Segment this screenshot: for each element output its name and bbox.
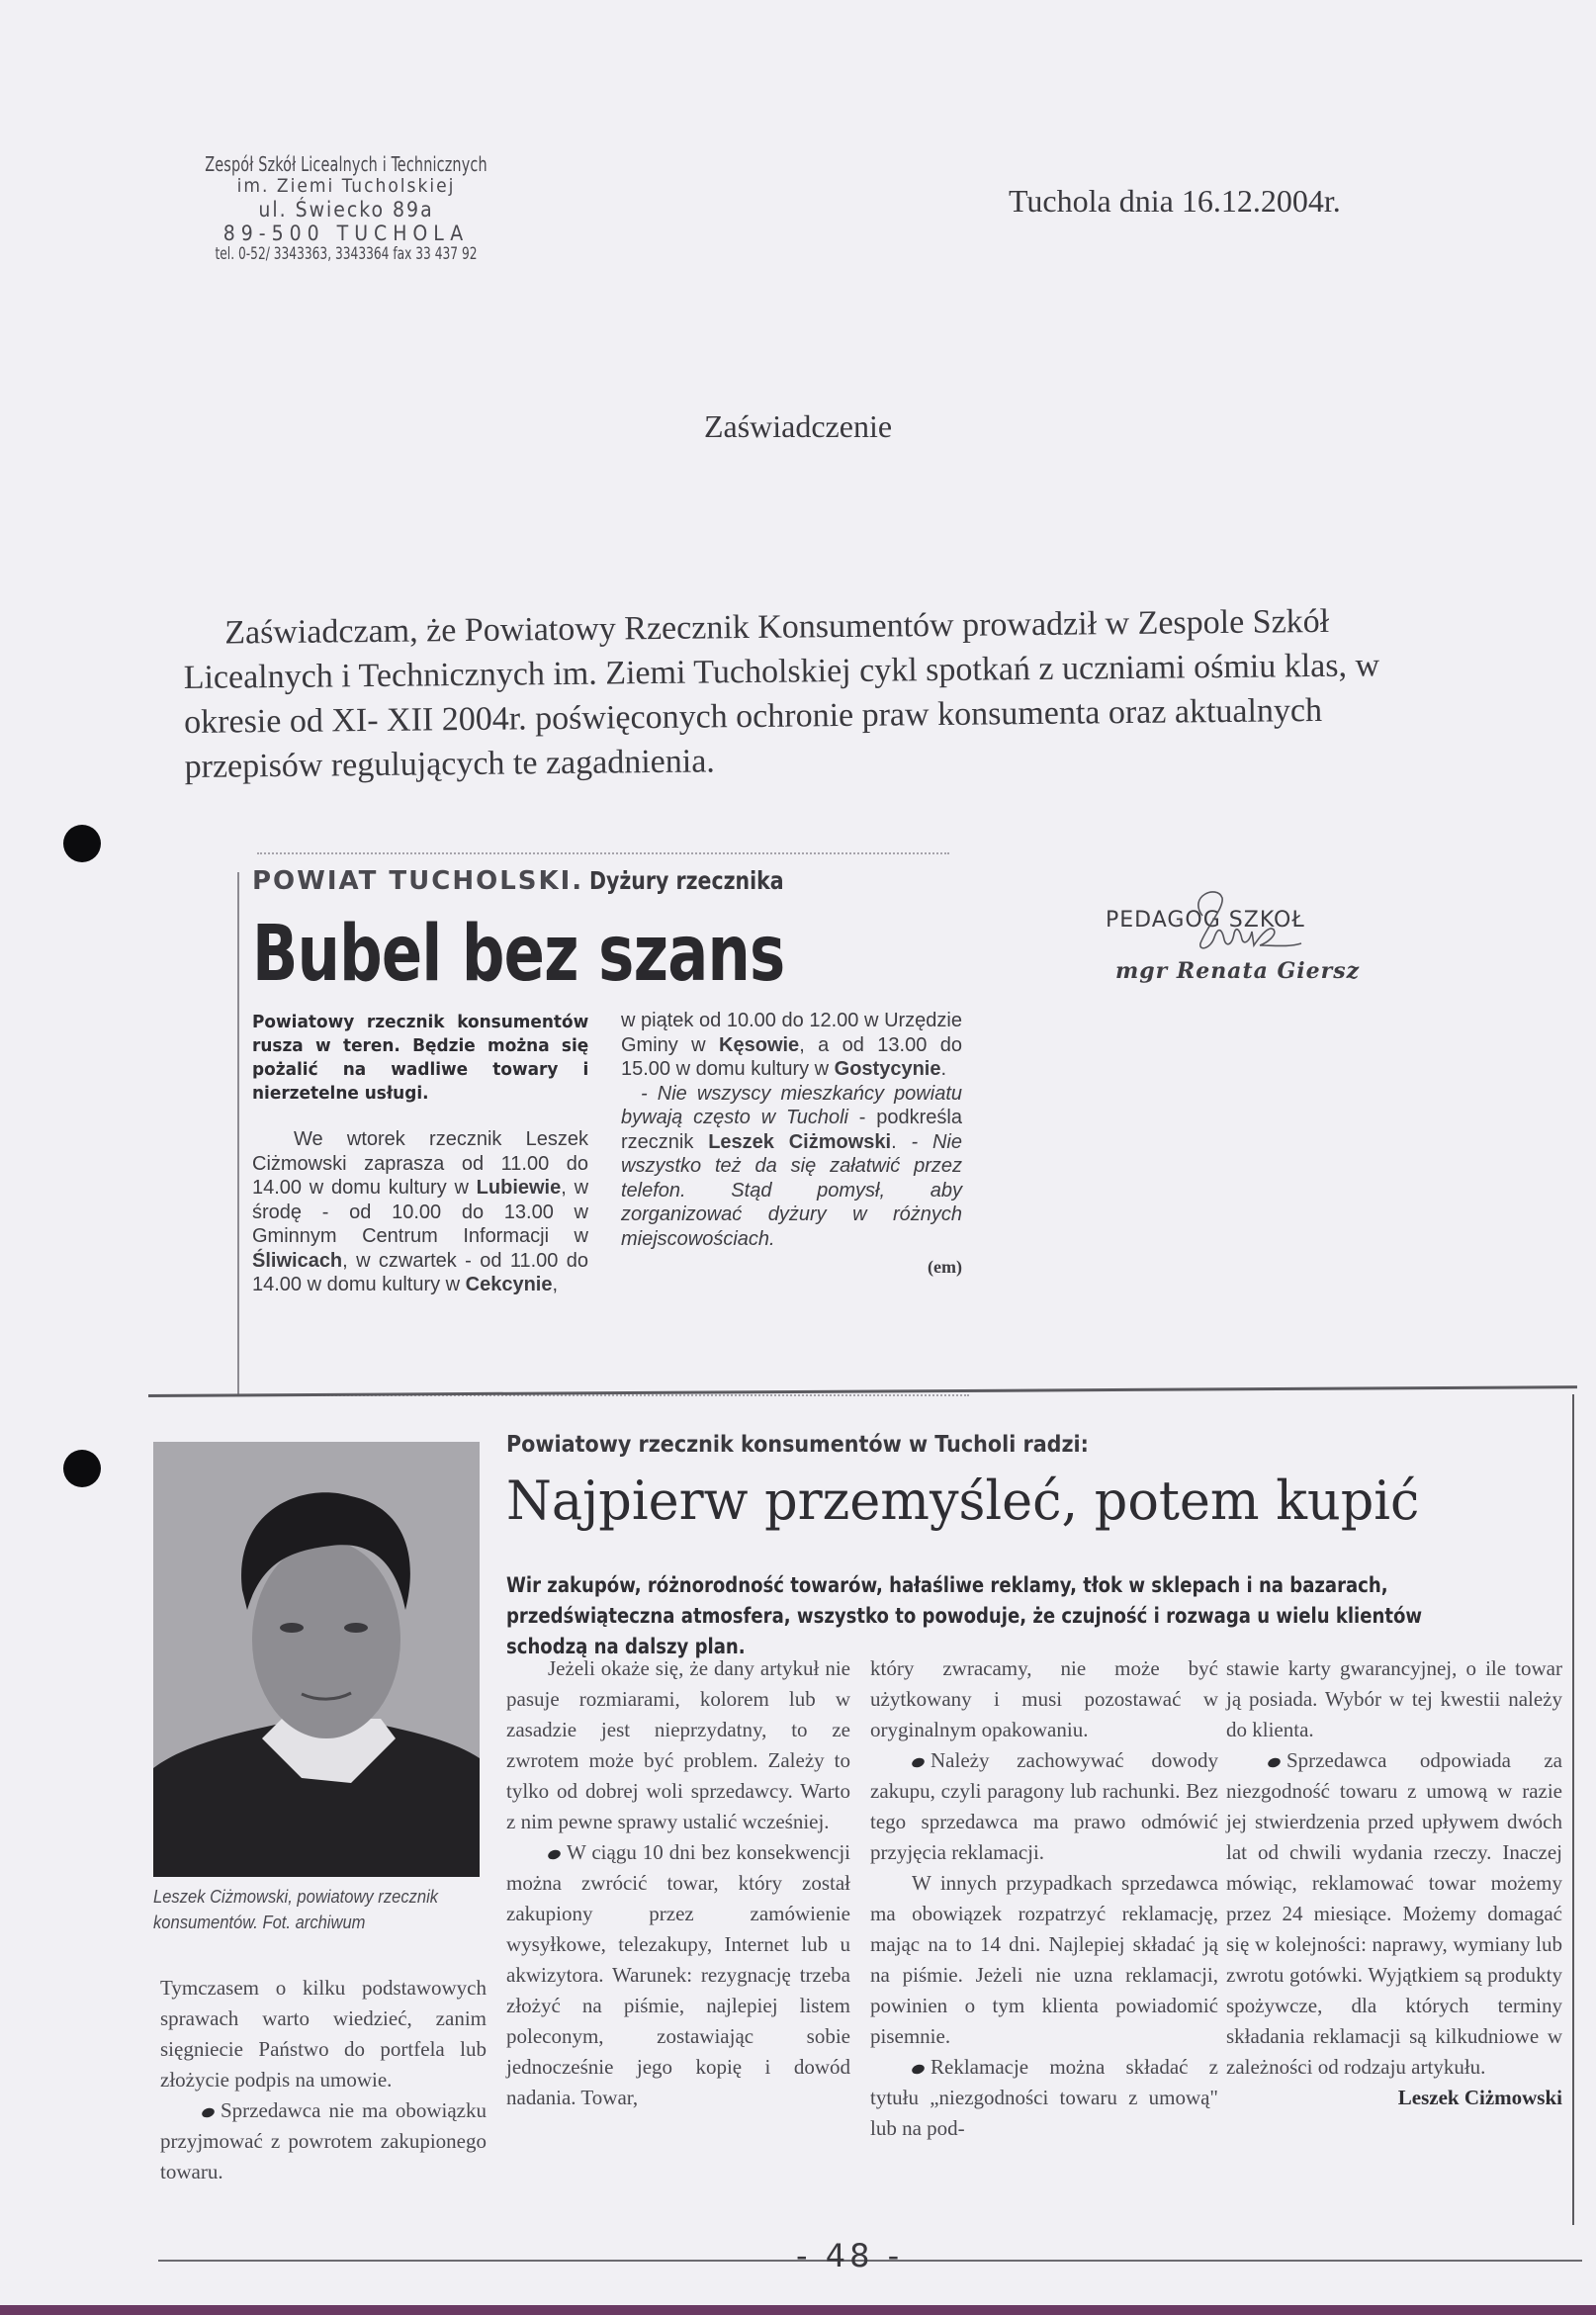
text: - podkreśla rzecznik	[621, 1107, 962, 1153]
stamp-line: tel. 0-52/ 3343363, 3343364 fax 33 437 92	[215, 244, 478, 265]
punch-hole	[63, 1450, 101, 1487]
signatory-title: PEDAGOG SZKOŁ	[1106, 908, 1305, 933]
paragraph	[870, 1745, 1218, 1868]
page-number: - 48 -	[796, 2237, 904, 2274]
text: , w środę - od 10.00 do 13.00 w Gminnym Centrum Informacji w	[252, 1177, 589, 1247]
paragraph	[621, 1082, 962, 1252]
text: w piątek od 10.00 do 12.00 w Urzędzie Gminy w	[621, 1010, 962, 1056]
stamp-line: im. Ziemi Tucholskiej	[236, 175, 456, 197]
place-name: Cekcynie	[465, 1274, 553, 1295]
clipping-kicker: Powiatowy rzecznik konsumentów w Tucholi radzi:	[506, 1432, 1089, 1458]
clipping-column	[506, 1653, 850, 2113]
stamp-line: 89-500 TUCHOLA	[222, 221, 470, 245]
bullet-icon	[911, 1756, 926, 1769]
paragraph	[506, 1837, 850, 2113]
text: ,	[552, 1274, 559, 1295]
paragraph	[870, 2052, 1218, 2144]
divider	[257, 852, 949, 854]
clipping-lead: Powiatowy rzecznik konsumentów rusza w teren. Będzie można się pożalić na wadliwe towary i nierzetelne usługi.	[252, 1012, 589, 1104]
document-date: Tuchola dnia 16.12.2004r.	[1009, 183, 1341, 219]
paragraph	[1226, 1745, 1562, 2083]
article-author: Leszek Ciżmowski	[1397, 2086, 1562, 2109]
paragraph	[621, 1009, 962, 1082]
text: Należy zachowywać dowody zakupu, czyli paragony lub rachunki. Bez tego sprzedawca ma prawo odmówić przyjęcia reklamacji.	[870, 1748, 1218, 1864]
bullet-icon	[547, 1848, 562, 1861]
newspaper-clipping-duty-hours	[237, 852, 962, 1401]
stamp-line: Zespół Szkół Licealnych i Technicznych	[205, 152, 488, 176]
handwritten-signature	[1163, 886, 1311, 965]
place-name: Kęsowie	[719, 1033, 800, 1056]
clipping-column	[160, 1973, 487, 2187]
text: Reklamacje można składać z tytułu „niezgodności towaru z umową" lub na pod-	[870, 2055, 1218, 2140]
clipping-region: POWIAT TUCHOLSKI.	[252, 866, 584, 896]
quote: - Nie wszystko też da się załatwić przez telefon. Stąd pomysł, aby zorganizować dyżury w różnych miejscowościach.	[621, 1130, 962, 1250]
divider	[237, 872, 239, 1396]
scan-edge	[0, 2305, 1596, 2315]
person-name: Leszek Ciżmowski	[708, 1130, 892, 1153]
text: .	[891, 1130, 912, 1153]
quote: - Nie wszyscy mieszkańcy powiatu bywają często w Tucholi	[621, 1082, 962, 1128]
place-name: Gostycynie	[834, 1058, 941, 1080]
clipping-headline: Bubel bez szans	[252, 910, 785, 999]
bullet-icon	[1267, 1756, 1282, 1769]
signatory-name: mgr Renata Giersz	[1115, 958, 1361, 984]
paragraph: Tymczasem o kilku podstawowych sprawach warto wiedzieć, zanim sięgniecie Państwo do portfela lub złożycie podpis na umowie.	[160, 1976, 487, 2092]
text: , w czwartek - od 11.00 do 14.00 w domu kultury w	[252, 1249, 588, 1295]
portrait-photo	[153, 1442, 480, 1877]
clipping-kicker	[252, 866, 827, 896]
text: We wtorek rzecznik Leszek Ciżmowski zaprasza od 11.00 do 14.00 w domu kultury w	[252, 1128, 588, 1199]
clipping-column	[1226, 1653, 1562, 2113]
clipping-column	[621, 1009, 962, 1280]
paragraph: W innych przypadkach sprzedawca ma obowiązek rozpatrzyć reklamację, mając na to 14 dni. Najlepiej składać ją na piśmie. Jeżeli nie uzna reklamacji, powinien o tym klienta powiadomić pisemnie.	[870, 1871, 1218, 2048]
photo-caption: Leszek Ciżmowski, powiatowy rzecznik konsumentów. Fot. archiwum	[153, 1887, 439, 1932]
punch-hole	[63, 825, 101, 862]
clipping-lead: Wir zakupów, różnorodność towarów, hałaśliwe reklamy, tłok w sklepach i na bazarach, przedświąteczna atmosfera, wszystko to powoduje, że czujność i rozwaga u wielu klientów schodzą na dalszy plan.	[506, 1573, 1423, 1658]
clipping-section: Dyżury rzecznika	[588, 866, 784, 895]
clipping-column	[252, 1011, 588, 1297]
text: Sprzedawca odpowiada za niezgodność towaru z umową w razie jej stwierdzenia przed upływem dwóch lat od chwili wydania rzeczy. Inaczej mówiąc, reklamować towar możemy przez 24 miesiące. Możemy domagać się w kolejności: naprawy, wymiany lub zwrotu gotówki. Wyjątkiem są produkty spożywcze, dla których terminy składania reklamacji są kilkudniowe w zależności od rodzaju artykułu.	[1226, 1748, 1562, 2079]
paragraph: stawie karty gwarancyjnej, o ile towar ją posiada. Wybór w tej kwestii należy do klienta.	[1226, 1656, 1562, 1741]
stamp-line: ul. Świecko 89a	[258, 197, 434, 222]
text: .	[940, 1058, 947, 1080]
bullet-icon	[911, 2063, 926, 2076]
document-body: Zaświadczam, że Powiatowy Rzecznik Konsumentów prowadził w Zespole Szkół Licealnych i Technicznych im. Ziemi Tucholskiej cykl spotkań z uczniami ośmiu klas, w okresie od XI- XII 2004r. poświęconych ochronie praw konsumenta oraz aktualnych przepisów regulujących te zagadnienia.	[183, 602, 1380, 785]
place-name: Śliwicach	[252, 1249, 343, 1272]
paragraph	[160, 2095, 487, 2187]
text: , a od 13.00 do 15.00 w domu kultury w	[621, 1033, 962, 1080]
place-name: Lubiewie	[476, 1177, 562, 1199]
text: Sprzedawca nie ma obowiązku przyjmować z powrotem zakupionego towaru.	[160, 2098, 487, 2183]
paragraph: Jeżeli okaże się, że dany artykuł nie pasuje rozmiarami, kolorem lub w zasadzie jest nieprzydatny, to ze zwrotem może być problem. Zależy to tylko od dobrej woli sprzedawcy. Warto z nim pewne sprawy ustalić wcześniej.	[506, 1656, 850, 1833]
document-title: Zaświadczenie	[703, 408, 893, 444]
paragraph	[252, 1127, 588, 1297]
newspaper-clipping-consumer-advice	[148, 1394, 1572, 2245]
clipping-column	[870, 1653, 1218, 2144]
bullet-icon	[201, 2106, 216, 2119]
divider	[1572, 1394, 1574, 2225]
author-initials: (em)	[928, 1257, 962, 1277]
text: W ciągu 10 dni bez konsekwencji można zwrócić towar, który został zakupiony przez zamówienie wysyłkowe, telezakupy, Internet lub u akwizytora. Warunek: rezygnację trzeba złożyć na piśmie, najlepiej listem poleconym, zostawiając sobie jednocześnie jego kopię i dowód nadania. Towar,	[506, 1840, 850, 2109]
paragraph: który zwracamy, nie może być użytkowany i musi pozostawać w oryginalnym opakowaniu.	[870, 1656, 1218, 1741]
pedagog-stamp	[1106, 908, 1422, 984]
school-letterhead-stamp	[168, 153, 524, 265]
clipping-headline: Najpierw przemyśleć, potem kupić	[506, 1469, 1420, 1532]
